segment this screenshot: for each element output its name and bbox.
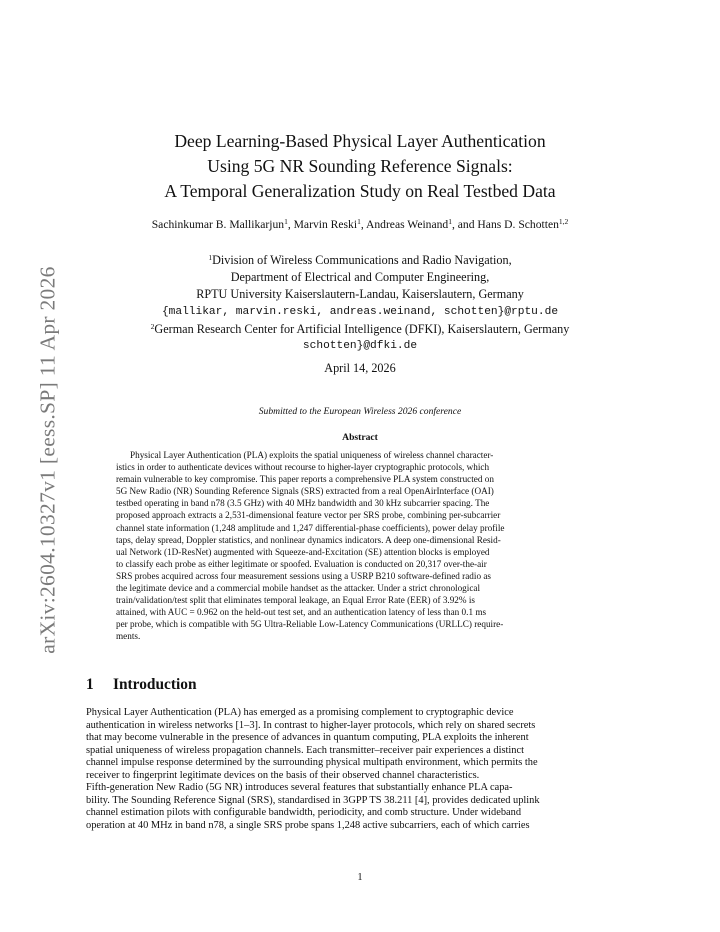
body-line: Physical Layer Authentication (PLA) has emerged as a promising complement to cryptographic device <box>86 707 514 718</box>
author-separator: , <box>360 218 366 231</box>
body-line: Fifth-generation New Radio (5G NR) introduces several features that substantially enhance PLA capa- <box>86 782 513 793</box>
introduction-body <box>86 707 636 832</box>
body-line: channel estimation pilots with configurable bandwidth, periodicity, and comb structure. Under wideband <box>86 807 522 818</box>
abstract-line: ments. <box>116 631 141 642</box>
abstract-line: taps, delay spread, Doppler statistics, and nonlinear dynamics indicators. A deep one-dimensional Resid- <box>116 534 501 545</box>
body-line: channel impulse response determined by the surrounding physical multipath environment, which permits the <box>86 757 538 768</box>
body-line: that may become vulnerable in the presence of advances in quantum computing, PLA exploits the inherent <box>86 732 529 743</box>
affiliation-line: Department of Electrical and Computer Engineering, <box>230 270 490 285</box>
author-email-rptu[interactable]: {mallikar, marvin.reski, andreas.weinand, schotten}@rptu.de <box>161 305 559 318</box>
author-name: Andreas Weinand <box>365 218 449 231</box>
abstract-line: train/validation/test split that eliminates temporal leakage, an Equal Error Rate (EER) of 3.92% is <box>116 595 475 606</box>
abstract-line: ual Network (1D-ResNet) augmented with Squeeze-and-Excitation (SE) attention blocks is employed <box>116 546 490 557</box>
section-heading <box>86 676 197 694</box>
affiliation-mark: 2 <box>150 321 155 331</box>
abstract-heading: Abstract <box>342 432 378 443</box>
abstract-line: to classify each probe as either legitimate or spoofed. Evaluation is conducted on 20,317 over-the-air <box>116 558 487 569</box>
body-line: spatial uniqueness of wireless propagation channels. Each transmitter–receiver pair experiences a distinct <box>86 744 524 756</box>
author-email-dfki[interactable]: schotten}@dfki.de <box>302 340 418 353</box>
abstract-body <box>116 449 606 643</box>
affiliation-line: German Research Center for Artificial Intelligence (DFKI), Kaiserslautern, Germany <box>154 321 570 336</box>
abstract-line: proposed approach extracts a 2,531-dimensional feature vector per SRS probe, combining per-subcarrier <box>116 510 501 521</box>
author-list <box>60 218 660 231</box>
paper-date: April 14, 2026 <box>324 361 396 375</box>
abstract-line: remain vulnerable to key compromise. This paper reports a comprehensive PLA system constructed on <box>116 474 494 485</box>
author-separator: , <box>287 218 294 231</box>
abstract-line: istics in order to authenticate devices without recourse to higher-layer cryptographic protocols, which <box>116 462 490 473</box>
abstract-line: channel state information (1,248 amplitude and 1,247 differential-phase coefficients), power delay profile <box>116 522 505 533</box>
body-line: operation at 40 MHz in band n78, a single SRS probe spans 1,248 active subcarriers, each of which carries <box>86 819 530 831</box>
author-separator: , and <box>451 218 478 231</box>
affiliation-line: Division of Wireless Communications and Radio Navigation, <box>212 253 512 267</box>
abstract-line: attained, with AUC = 0.962 on the held-out test set, and an authentication latency of less than 0.1 ms <box>116 607 487 618</box>
author-affiliation-mark: 1 <box>284 217 288 226</box>
page-number: 1 <box>357 872 363 883</box>
affiliation-line: RPTU University Kaiserslautern-Landau, Kaiserslautern, Germany <box>196 287 524 302</box>
title-line: A Temporal Generalization Study on Real Testbed Data <box>164 181 556 201</box>
author-affiliation-mark: 1 <box>448 217 452 226</box>
abstract-line: SRS probes acquired across four measurement sessions using a USRP B210 software-defined radio as <box>116 570 492 581</box>
body-line: receiver to fingerprint legitimate devices on the basis of their observed channel characteristics. <box>86 769 480 781</box>
submission-note: Submitted to the European Wireless 2026 conference <box>258 406 462 417</box>
body-line: bility. The Sounding Reference Signal (SRS), standardised in 3GPP TS 38.211 [4], provides dedicated uplink <box>86 794 540 806</box>
author-name: Marvin Reski <box>293 218 358 231</box>
affiliations <box>60 252 660 355</box>
body-line: authentication in wireless networks [1–3]. In contrast to higher-layer protocols, which rely on shared secrets <box>86 719 536 731</box>
abstract-line: 5G New Radio (NR) Sounding Reference Signals (SRS) extracted from a real OpenAirInterface (OAI) <box>116 486 494 497</box>
abstract-line: per probe, which is compatible with 5G Ultra-Reliable Low-Latency Communications (URLLC) require- <box>116 619 504 630</box>
author-affiliation-mark: 1 <box>357 217 361 226</box>
abstract-line: the legitimate device and a commercial mobile handset as the attacker. Under a strict chronological <box>116 583 481 594</box>
abstract-line: testbed operating in band n78 (3.5 GHz) with 40 MHz bandwidth and 30 kHz subcarrier spacing. The <box>116 498 490 509</box>
section-title: Introduction <box>113 676 197 693</box>
paper-title <box>75 129 645 204</box>
arxiv-identifier-watermark[interactable]: arXiv:2604.10327v1 [eess.SP] 11 Apr 2026 <box>35 266 60 654</box>
title-line: Deep Learning-Based Physical Layer Authentication <box>174 131 546 151</box>
abstract-line: Physical Layer Authentication (PLA) exploits the spatial uniqueness of wireless channel character- <box>130 450 494 460</box>
affiliation-mark: 1 <box>208 253 213 262</box>
author-name: Sachinkumar B. Mallikarjun <box>151 218 285 231</box>
section-number: 1 <box>86 676 94 693</box>
author-affiliation-mark: 1,2 <box>558 217 569 226</box>
author-name: Hans D. Schotten <box>477 218 559 231</box>
title-line: Using 5G NR Sounding Reference Signals: <box>207 156 513 176</box>
